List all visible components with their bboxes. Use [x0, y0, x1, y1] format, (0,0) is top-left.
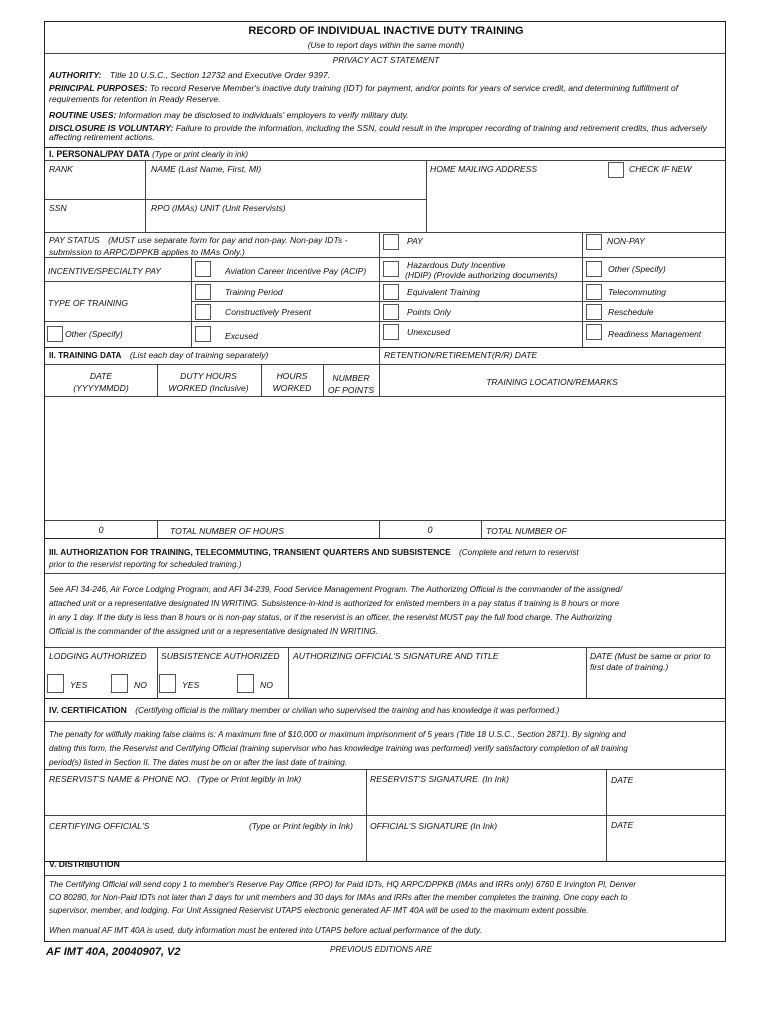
divider — [45, 364, 725, 365]
divider — [45, 573, 725, 574]
section4-text-1: The penalty for willfully making false claims is: A maximum fine of $10,000 or maximum imprisonment of 5 years (Title 18 U.S.C., Section 2871). By signing and — [49, 730, 626, 739]
retention-date-label: RETENTION/RETIREMENT(R/R) DATE — [384, 350, 538, 360]
check-if-new-checkbox[interactable] — [608, 162, 624, 178]
section4-text-2: dating this form, the Reservist and Certifying Official (training supervisor who has knowledge training was performed) verify satisfactory completion of all training — [49, 744, 628, 753]
total-hours-value: 0 — [98, 525, 104, 535]
col-date-label-1: DATE — [89, 371, 113, 381]
form-border — [44, 21, 726, 942]
pay-checkbox[interactable] — [383, 234, 399, 250]
pay-status-block — [49, 234, 371, 258]
total-points-value: 0 — [427, 525, 433, 535]
pay-label: PAY — [407, 236, 423, 246]
section5-heading: V. DISTRIBUTION — [49, 859, 120, 869]
training-data-entry-area[interactable] — [46, 397, 724, 520]
divider — [157, 647, 158, 698]
section3-note-2: prior to the reservist reporting for scheduled training.) — [49, 560, 242, 569]
form-subtitle: (Use to report days within the same month) — [307, 41, 465, 50]
lodging-no-checkbox[interactable] — [111, 674, 128, 693]
col-points-label-1: NUMBER — [332, 373, 370, 383]
constructively-present-label: Constructively Present — [225, 307, 311, 317]
date-note-2: first date of training.) — [590, 662, 669, 672]
divider — [582, 232, 583, 348]
reservist-signature-note: (In Ink) — [482, 774, 509, 784]
certifying-official-field[interactable] — [46, 832, 365, 860]
authority-text: Title 10 U.S.C., Section 12732 and Executive Order 9397. — [109, 70, 331, 80]
acip-label: Aviation Career Incentive Pay (ACIP) — [225, 266, 367, 276]
points-only-checkbox[interactable] — [383, 304, 399, 320]
section4-heading — [49, 705, 559, 715]
acip-checkbox[interactable] — [195, 261, 211, 277]
lodging-label: LODGING AUTHORIZED — [49, 651, 147, 661]
section3-text-2: attached unit or a representative designated IN WRITING. Subsistence-in-kind is authorized for enlisted members in a pay status if training is 8 hours or more — [49, 599, 620, 608]
ssn-field[interactable] — [46, 213, 144, 231]
section3-text-3: in any 1 day. If the duty is less than 8 hours or is non-pay status, or if the reservist is an officer, the reservist MUST pay the full food charge. The Authorizing — [49, 613, 612, 622]
reservist-name-label — [49, 774, 301, 784]
type-training-label: TYPE OF TRAINING — [48, 298, 129, 308]
divider — [45, 199, 426, 200]
auth-signature-label: AUTHORIZING OFFICIAL'S SIGNATURE AND TITLE — [293, 651, 499, 661]
official-date-label: DATE — [611, 820, 634, 830]
purposes-block — [49, 83, 721, 106]
equivalent-training-checkbox[interactable] — [383, 284, 399, 300]
constructively-present-checkbox[interactable] — [195, 304, 211, 320]
rpo-unit-label: RPO (IMAs) UNIT (Unit Reservists) — [151, 203, 286, 213]
section1-note: (Type or print clearly in ink) — [152, 150, 249, 159]
date-note-1: DATE (Must be same or prior to — [590, 651, 711, 661]
unexcused-checkbox[interactable] — [383, 324, 399, 340]
pay-status-label: PAY STATUS — [49, 235, 100, 245]
total-points-label: TOTAL NUMBER OF — [486, 526, 567, 536]
rank-label: RANK — [49, 164, 73, 174]
privacy-heading: PRIVACY ACT STATEMENT — [332, 55, 440, 65]
section3-title: III. AUTHORIZATION FOR TRAINING, TELECOMMUTING, TRANSIENT QUARTERS AND SUBSISTENCE — [49, 547, 451, 557]
disclosure-label: DISCLOSURE IS VOLUNTARY: — [49, 123, 174, 133]
check-if-new-label: CHECK IF NEW — [629, 164, 692, 174]
section2-note: (List each day of training separately) — [129, 350, 269, 360]
non-pay-label: NON-PAY — [607, 236, 645, 246]
excused-checkbox[interactable] — [195, 326, 211, 342]
retention-date-field[interactable] — [567, 349, 724, 363]
reservist-signature-label — [370, 774, 509, 784]
col-duty-label-1: DUTY HOURS — [180, 371, 237, 381]
col-points-label-2: OF POINTS — [327, 385, 375, 395]
reservist-signature-field[interactable] — [367, 786, 605, 814]
divider — [191, 301, 725, 302]
reservist-name-field[interactable] — [46, 786, 365, 814]
subsistence-no-checkbox[interactable] — [237, 674, 254, 693]
divider — [191, 257, 192, 348]
official-signature-label: OFFICIAL'S SIGNATURE (In Ink) — [370, 821, 498, 831]
col-location-label: TRAINING LOCATION/REMARKS — [486, 377, 618, 387]
divider — [45, 53, 725, 54]
section3-note: (Complete and return to reservist — [459, 548, 579, 557]
points-only-label: Points Only — [407, 307, 451, 317]
divider — [45, 538, 725, 539]
divider — [157, 364, 158, 396]
routine-line — [49, 110, 409, 120]
home-address-field[interactable] — [427, 180, 725, 230]
divider — [45, 698, 725, 699]
section5-text-3: supervisor, member, and lodging. For Unit Assigned Reservist UTAPS electronic generated AF IMT 40A will be used to the maximum extent possible. — [49, 906, 589, 915]
subsistence-no-label: NO — [260, 680, 273, 690]
divider — [261, 364, 262, 396]
authority-label: AUTHORITY: — [49, 70, 102, 80]
official-date-field[interactable] — [607, 832, 724, 860]
hdip-checkbox[interactable] — [383, 261, 399, 277]
divider — [45, 347, 725, 348]
section3-heading — [49, 547, 579, 557]
hdip-label-1: Hazardous Duty Incentive — [407, 260, 506, 270]
excused-label: Excused — [225, 331, 258, 341]
ssn-label: SSN — [49, 203, 67, 213]
reservist-signature-text: RESERVIST'S SIGNATURE — [370, 774, 478, 784]
reservist-name-text: RESERVIST'S NAME & PHONE NO. — [49, 774, 191, 784]
section4-text-3: period(s) listed in Section II. The dates must be on or after the last date of training. — [49, 758, 348, 767]
type-other-checkbox[interactable] — [47, 326, 63, 342]
col-date-label-2: (YYYYMMDD) — [73, 383, 129, 393]
official-signature-field[interactable] — [367, 832, 605, 860]
col-hours-label-2: WORKED — [272, 383, 312, 393]
divider — [379, 364, 380, 396]
section5-text-1: The Certifying Official will send copy 1 to member's Reserve Pay Office (RPO) for Paid IDTs, HQ ARPC/DPPKB (IMAs and IRRs only) 6760 E Irvington Pl, Denver — [49, 880, 637, 889]
telecommuting-checkbox[interactable] — [586, 284, 602, 300]
divider — [323, 364, 324, 396]
routine-text: Information may be disclosed to individuals' employers to verify military duty. — [118, 110, 409, 120]
purposes-text: To record Reserve Member's inactive duty training (IDT) for payment, and/or points for years of service credit, and determining fulfillment of requirements for retention in Ready Reserve. — [49, 83, 679, 105]
section2-title: II. TRAINING DATA — [49, 351, 122, 360]
section4-title: IV. CERTIFICATION — [49, 705, 127, 715]
subsistence-label: SUBSISTENCE AUTHORIZED — [161, 651, 280, 661]
divider — [45, 147, 725, 148]
reservist-date-field[interactable] — [607, 786, 724, 814]
section5-text-2: CO 80280, for Non-Paid IDTs not later than 2 days for unit members and 30 days for IMAs and IRRs after the member completes the training. One copy each to — [49, 893, 628, 902]
divider — [45, 160, 725, 161]
type-other-label: Other (Specify) — [65, 329, 123, 339]
training-period-checkbox[interactable] — [195, 284, 211, 300]
authority-line — [49, 70, 330, 80]
divider — [45, 815, 725, 816]
lodging-no-label: NO — [134, 680, 147, 690]
subsistence-yes-label: YES — [182, 680, 200, 690]
disclosure-text: Failure to provide the information, including the SSN, could result in the improper recording of training and retirement credits, thus adversely affecting retirement actions. — [49, 123, 707, 143]
unexcused-label: Unexcused — [407, 327, 450, 337]
training-period-label: Training Period — [225, 287, 283, 297]
divider — [45, 861, 725, 862]
section1-heading — [49, 149, 248, 159]
form-title: RECORD OF INDIVIDUAL INACTIVE DUTY TRAINING — [248, 25, 524, 37]
reschedule-checkbox[interactable] — [586, 304, 602, 320]
divider — [45, 281, 725, 282]
col-hours-label-1: HOURS — [276, 371, 308, 381]
pay-status-note: (MUST use separate form for pay and non-pay. Non-pay IDTs - submission to ARPC/DPPKB applies to IMAs Only.) — [49, 235, 348, 258]
authorizing-signature-field[interactable] — [289, 664, 585, 696]
name-field[interactable] — [146, 174, 425, 199]
certifying-official-note: (Type or Print legibly in Ink) — [249, 821, 353, 831]
subsistence-yes-checkbox[interactable] — [159, 674, 176, 693]
total-hours-label: TOTAL NUMBER OF HOURS — [170, 526, 284, 536]
divider — [45, 721, 725, 722]
readiness-management-checkbox[interactable] — [586, 324, 602, 340]
section2-heading — [49, 350, 268, 360]
authorization-date-field[interactable] — [587, 676, 724, 696]
divider — [45, 647, 725, 648]
readiness-management-label: Readiness Management — [608, 329, 702, 339]
divider — [45, 875, 725, 876]
col-duty-label-2: WORKED (Inclusive) — [168, 383, 249, 393]
equivalent-training-label: Equivalent Training — [407, 287, 480, 297]
routine-label: ROUTINE USES: — [49, 110, 117, 120]
divider — [45, 769, 725, 770]
rank-field[interactable] — [46, 174, 144, 199]
divider — [45, 232, 725, 233]
home-address-label: HOME MAILING ADDRESS — [430, 164, 538, 174]
hdip-label-2: (HDIP) (Provide authorizing documents) — [405, 270, 558, 280]
divider — [45, 321, 725, 322]
reschedule-label: Reschedule — [608, 307, 654, 317]
divider — [379, 232, 380, 348]
divider — [45, 257, 725, 258]
divider — [481, 520, 482, 538]
non-pay-checkbox[interactable] — [586, 234, 602, 250]
divider — [379, 347, 380, 364]
rpo-unit-field[interactable] — [146, 213, 425, 231]
telecommuting-label: Telecommuting — [608, 287, 666, 297]
name-label: NAME (Last Name, First, MI) — [151, 164, 262, 174]
purposes-label: PRINCIPAL PURPOSES: — [49, 83, 148, 93]
incentive-other-label: Other (Specify) — [608, 264, 666, 274]
form-id: AF IMT 40A, 20040907, V2 — [46, 946, 181, 958]
incentive-label: INCENTIVE/SPECIALTY PAY — [48, 266, 162, 276]
section3-text-4: Official is the commander of the assigned unit or a representative designated IN WRITING. — [49, 627, 379, 636]
divider — [45, 520, 725, 521]
section3-text-1: See AFI 34-246, Air Force Lodging Program, and AFI 34-239, Food Service Management Program. The Authorizing Official is the commander of the assigned/ — [49, 585, 623, 594]
disclosure-block — [49, 124, 721, 143]
section4-note: (Certifying official is the military member or civilian who supervised the training and has knowledge it was performed.) — [135, 706, 560, 715]
certifying-official-label: CERTIFYING OFFICIAL'S — [49, 821, 150, 831]
divider — [157, 520, 158, 538]
reservist-date-label: DATE — [611, 775, 634, 785]
incentive-other-checkbox[interactable] — [586, 261, 602, 277]
section5-text-4: When manual AF IMT 40A is used, duty information must be entered into UTAPS before actual performance of the duty. — [49, 926, 482, 935]
reservist-name-note: (Type or Print legibly in Ink) — [197, 774, 302, 784]
lodging-yes-label: YES — [70, 680, 88, 690]
section1-title: I. PERSONAL/PAY DATA — [49, 149, 150, 159]
previous-editions: PREVIOUS EDITIONS ARE — [330, 945, 433, 954]
lodging-yes-checkbox[interactable] — [47, 674, 64, 693]
